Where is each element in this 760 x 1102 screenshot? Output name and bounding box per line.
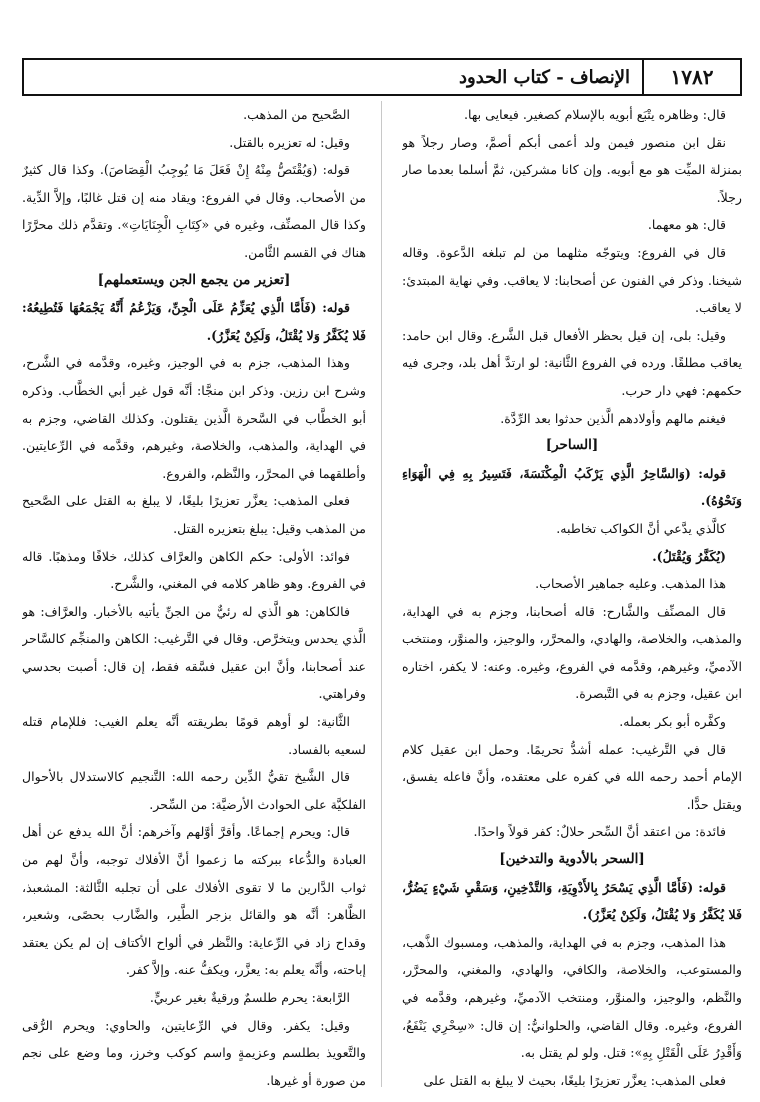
left-column-paragraph: وقيل: يكفر. وقال في الرِّعايتين، والحاوي: ويحرم الرُّقى والتَّعويذ بطلسم وعزيمةٍ واسم كوكب وخرز، وما وضع على نجم من صورة أو غيرها. (22, 1017, 366, 1088)
right-column-paragraph: فائدة: من اعتقد أنَّ السِّحر حلالٌ: كفر قولاً واحدًا. (473, 824, 726, 840)
left-column-paragraph: [تعزير من يجمع الجن ويستعملهم] (97, 271, 291, 288)
left-column-paragraph: قال الشَّيخ تقيُّ الدِّين رحمه الله: التَّنجيم كالاستدلال بالأحوال الفلكيَّة على الحوادث الأرضيَّة: من السِّحر. (22, 769, 366, 812)
right-column-paragraph: هذا المذهب، وجزم به في الهداية، والمذهب، ومسبوك الذَّهب، والمستوعب، والخلاصة، والكافي، والهادي، والمغني، والمحرَّر، والنَّظم، والوجيز، والمنوَّر، ومنتخب الآدميِّ، وغيرهم، وقدَّمه في الفروع، وغيره. وقال القاضي، والحلوانيُّ: إن قال: «سِحْرِي يَنْفَعُ، وَأَقْدِرُ عَلَى الْقَتْلِ بِهِ»: قتل. ولو لم يقتل به. (402, 934, 742, 1061)
left-text-column (22, 101, 366, 1091)
right-column-paragraph: قال في الفروع: ويتوجّه مثلهما من لم تبلغه الدَّعوة. وقاله شيخنا. وذكر في الفنون عن أصحابنا: لا يعاقب. وفي نهاية المبتدئ: لا يعاقب. (402, 244, 742, 316)
right-column-paragraph: قوله: (فَأَمَّا الَّذِي يَسْحَرُ بِالأَدْوِيَةِ، وَالتَّدْخِينِ، وَسَقْيِ شَيْءٍ يَضُرُّ، فَلا يُكَفَّرُ وَلا يُقْتَلُ، وَلَكِنْ يُعَزَّرُ). (402, 879, 742, 923)
left-column-paragraph: وهذا المذهب، جزم به في الوجيز، وغيره، وقدَّمه في الشَّرح، وشرح ابن رزين. وذكر ابن منجَّا: أنَّه قول غير أبي الخطَّاب. وذكره أبو الخطَّاب في السَّحرة الَّذين يقتلون. وكذلك القاضي، وجزم به في الهداية، والمذهب، والخلاصة، وغيرهم، وقدَّمه في الرِّعايتين. وأطلقهما في المحرَّر، والنَّظم، والفروع. (22, 355, 366, 481)
right-column-paragraph: وقيل: بلى، إن قيل بحظر الأفعال قبل الشَّرع. وقال ابن حامد: يعاقب مطلقًا. ورده في الفروع الثَّانية: لو ارتدَّ أهل بلد، وجرى فيه حكمهم: فهي دار حرب. (402, 327, 742, 398)
right-column-paragraph: قوله: (وَالسَّاحِرُ الَّذِي يَرْكَبُ الْمِكْنَسَةَ، فَتَسِيرُ بِهِ فِي الْهَوَاءِ وَنَحْوُهُ). (402, 465, 742, 509)
left-column-paragraph: قوله: (فَأَمَّا الَّذِي يُعَزِّمُ عَلَى الْجِنِّ، وَيَزْعُمُ أَنَّهُ يَجْمَعُهَا فَتُطِيعُهُ: فَلا يُكَفَّرُ وَلا يُقْتَلُ، وَلَكِنْ يُعَزَّرُ). (22, 300, 366, 343)
left-column-paragraph: قال: ويحرم إجماعًا. وأقرَّ أوَّلهم وآخرهم: أنَّ الله يدفع عن أهل العبادة والدُّعاء ببركته ما زعموا أنَّ الأفلاك توجبه، وأنَّ لهم من ثواب الدَّارين ما لا تقوى الأفلاك على أن تجلبه الثَّالثة: المشعبذ، الظَّاهر: أنَّه هو والقائل بزجر الطَّير، والضَّارب بحصًى، وشعير، وقداح زاد في الرِّعاية: والنَّظر في ألواح الأكتاف إن لم يكن يعتقد إباحته، وأنَّه يعلم به: يعزَّر، ويكفُّ عنه. وإلاَّ كفر. (22, 824, 366, 978)
right-column-paragraph: [السحر بالأدوية والتدخين] (499, 851, 645, 868)
right-text-column (402, 101, 742, 1091)
left-column-paragraph: قوله: (وَيُقْتَصُّ مِنْهُ إِنْ فَعَلَ مَا يُوجِبُ الْقِصَاصَ). وكذا قال كثيرٌ من الأصحاب. وقال في الفروع: ويقاد منه إن قتل غالبًا، وإلاَّ الدِّية. وكذا قال المصنِّف، وغيره في «كِتَابِ الْجِنَايَاتِ». وتقدَّم ذلك محرَّرًا هناك في القسم الثَّامن. (22, 162, 366, 260)
right-column-paragraph: فيغنم مالهم وأولادهم الَّذين حدثوا بعد الرِّدَّة. (500, 410, 726, 426)
right-column-paragraph: [الساحر] (545, 437, 599, 454)
right-column-paragraph: قال: وظاهره يتْبَع أبويه بالإسلام كصغير. فيعايى بها. (464, 107, 726, 122)
left-column-paragraph: الصَّحيح من المذهب. (243, 107, 350, 122)
right-column-paragraph: قال المصنِّف والشَّارح: قاله أصحابنا، وجزم به في الهداية، والمذهب، والخلاصة، والهادي، والمحرَّر، والوجيز، والمنوَّر، ومنتخب الآدميِّ، وغيرهم، وقدَّمه في الفروع، وغيره. وعنه: لا يكفر، اختاره ابن عقيل، وجزم به في التَّبصرة. (402, 603, 742, 702)
right-column-paragraph: كالَّذي يدَّعي أنَّ الكواكب تخاطبه. (556, 520, 726, 536)
running-title: الإنصاف - كتاب الحدود (459, 66, 630, 88)
right-column-paragraph: هذا المذهب. وعليه جماهير الأصحاب. (535, 576, 726, 592)
right-column-paragraph: (يُكَفَّرُ وَيُقْتَلُ). (652, 548, 726, 564)
left-column-paragraph: الرَّابعة: يحرم طلسمٌ ورقيةٌ بغير عربيٍّ. (149, 990, 350, 1005)
left-column-paragraph: فوائد: الأولى: حكم الكاهن والعرَّاف كذلك، خلافًا ومذهبًا. قاله في الفروع. وهو ظاهر كلامه في المغني، والشَّرح. (22, 548, 366, 592)
page-number: ١٧٨٢ (642, 60, 740, 94)
right-column-paragraph: قال: هو معهما. (647, 217, 726, 233)
right-column-paragraph: وكفَّره أبو بكر بعمله. (619, 714, 726, 730)
page-header (22, 58, 742, 96)
left-column-paragraph: فالكاهن: هو الَّذي له رئيٌّ من الجنِّ يأتيه بالأخبار. والعرَّاف: هو الَّذي يحدس ويتخرَّص. وقال في التَّرغيب: الكاهن والمنجِّم كالسَّاحر عند أصحابنا، وأنَّ ابن عقيل فسَّقه فقط، إن قال: أصبت بحدسي وفراهتي. (22, 603, 366, 702)
left-column-paragraph: فعلى المذهب: يعزَّر تعزيرًا بليغًا، لا يبلغ به القتل على الصَّحيح من المذهب وقيل: يبلغ بتعزيره القتل. (22, 493, 366, 536)
left-column-paragraph: الثَّانية: لو أوهم قومًا بطريقته أنَّه يعلم الغيب: فللإمام قتله لسعيه بالفساد. (22, 714, 366, 757)
right-column-paragraph: نقل ابن منصور فيمن ولد أعمى أبكم أصمَّ، وصار رجلاً هو بمنزلة الميِّت هو مع أبويه. وإن كانا مشركين، ثمَّ أسلما بعدما صار رجلاً. (402, 134, 742, 205)
column-divider (381, 101, 382, 1087)
right-column-paragraph: فعلى المذهب: يعزَّر تعزيرًا بليغًا، بحيث لا يبلغ به القتل على (423, 1072, 726, 1088)
right-column-paragraph: قال في التَّرغيب: عمله أشدُّ تحريمًا. وحمل ابن عقيل كلام الإمام أحمد رحمه الله في كفره على معتقده، وأنَّ فاعله يفسق، ويقتل حدًّا. (402, 741, 742, 812)
left-column-paragraph: وقيل: له تعزيره بالقتل. (229, 134, 350, 150)
